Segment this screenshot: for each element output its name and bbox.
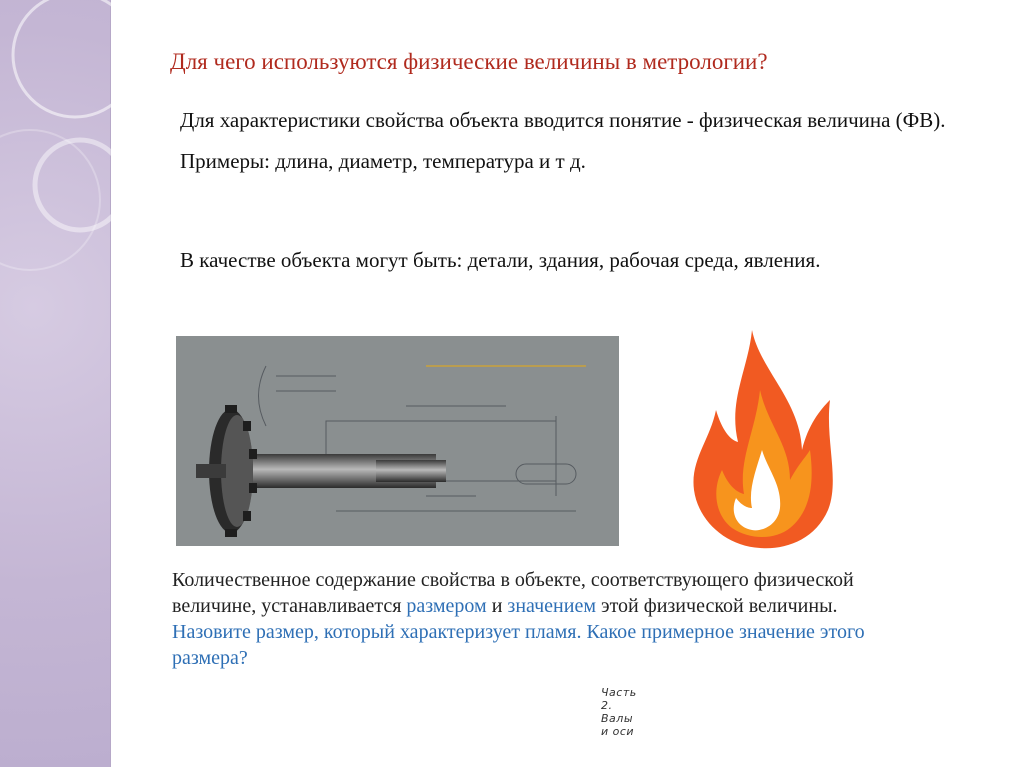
bottom-text-part2: этой физической величины. [595,595,838,617]
decorative-sidebar [0,0,111,767]
shaft-illustration [176,336,619,546]
paragraph-objects: В качестве объекта могут быть: детали, здания, рабочая среда, явления. [180,248,821,272]
term-size: размером [406,595,487,617]
decorative-circles [0,0,110,767]
bottom-text [172,567,932,671]
term-value: значением [507,595,596,617]
bottom-text-conj: и [486,595,508,617]
bottom-text-part1: Количественное содержание свойства в объекте, соответствующего физической величине, устанавливается [172,569,854,617]
slide-title: Для чего используются физические величины в метрологии? [170,49,768,74]
flame-image [690,330,840,550]
question-text: Назовите размер, который характеризует пламя. Какое примерное значение этого размера? [172,621,865,669]
paragraph-definition: Для характеристики свойства объекта вводится понятие - физическая величина (ФВ). Примеры: длина, диаметр, температура и т д. [180,108,946,173]
drawing-caption: Часть 2. Валы и оси [601,686,637,738]
